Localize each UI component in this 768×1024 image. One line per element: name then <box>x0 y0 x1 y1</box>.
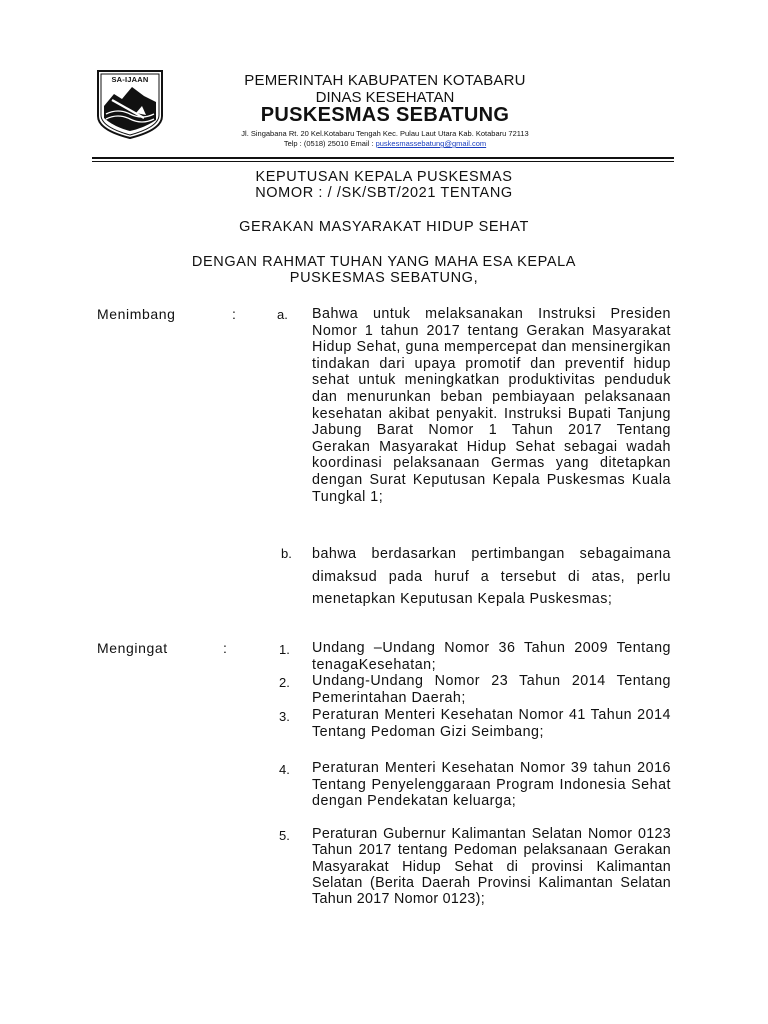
menimbang-item-b: bahwa berdasarkan pertimbangan sebagaimana dimaksud pada huruf a tersebut di atas, perlu menetapkan Keputusan Kepala Puskesmas; <box>312 546 671 608</box>
mengingat-label: Mengingat <box>97 640 168 656</box>
preamble-line-2: PUSKESMAS SEBATUNG, <box>289 270 479 286</box>
menimbang-colon: : <box>232 306 236 322</box>
institution-name: PUSKESMAS SEBATUNG <box>260 104 510 126</box>
address-line: Jl. Singabana Rt. 20 Kel.Kotabaru Tengah Kec. Pulau Laut Utara Kab. Kotabaru 72113 <box>241 129 529 138</box>
mengingat-item-3: Peraturan Menteri Kesehatan Nomor 41 Tahun 2014 Tentang Pedoman Gizi Seimbang; <box>312 707 671 740</box>
decree-subject: GERAKAN MASYARAKAT HIDUP SEHAT <box>239 219 529 235</box>
government-name: PEMERINTAH KABUPATEN KOTABARU <box>244 72 526 89</box>
email-link[interactable]: puskesmassebatung@gmail.com <box>375 139 487 148</box>
mengingat-item-2: Undang-Undang Nomor 23 Tahun 2014 Tentang Pemerintahan Daerah; <box>312 673 671 706</box>
contact-line <box>160 139 610 148</box>
header-divider-thick <box>92 157 674 159</box>
contact-phone: Telp : (0518) 25010 Email : <box>283 139 376 148</box>
mengingat-marker-3: 3. <box>279 709 290 724</box>
preamble-line-1: DENGAN RAHMAT TUHAN YANG MAHA ESA KEPALA <box>191 254 577 270</box>
menimbang-marker-a: a. <box>277 307 288 322</box>
decree-number: NOMOR : / /SK/SBT/2021 TENTANG <box>255 185 513 201</box>
regency-logo <box>92 68 168 140</box>
mengingat-marker-2: 2. <box>279 675 290 690</box>
mengingat-item-1: Undang –Undang Nomor 36 Tahun 2009 Tentang tenagaKesehatan; <box>312 640 671 673</box>
logo-text: SA-IJAAN <box>111 75 149 84</box>
department-name: DINAS KESEHATAN <box>315 89 455 106</box>
mengingat-colon: : <box>223 640 227 656</box>
mengingat-marker-4: 4. <box>279 762 290 777</box>
mengingat-marker-5: 5. <box>279 828 290 843</box>
header-divider-thin <box>92 161 674 162</box>
decree-title: KEPUTUSAN KEPALA PUSKESMAS <box>255 169 513 185</box>
mengingat-marker-1: 1. <box>279 642 290 657</box>
menimbang-item-a: Bahwa untuk melaksanakan Instruksi Presiden Nomor 1 tahun 2017 tentang Gerakan Masyarakat Hidup Sehat, guna mempercepat dan mensinergikan tindakan dari upaya promotif dan preventif hidup sehat untuk meningkatkan produktivitas penduduk dan menurunkan beban pembiayaan pelaksanaan kesehatan akibat penyakit. Instruksi Bupati Tanjung Jabung Barat Nomor 1 Tahun 2017 Tentang Gerakan Masyarakat Hidup Sehat sebagai wadah koordinasi pelaksanaan Germas yang ditetapkan dengan Surat Keputusan Kepala Puskesmas Kuala Tungkal 1; <box>312 306 671 505</box>
menimbang-marker-b: b. <box>281 546 292 561</box>
mengingat-item-4: Peraturan Menteri Kesehatan Nomor 39 tahun 2016 Tentang Penyelenggaraan Program Indonesia Sehat dengan Pendekatan keluarga; <box>312 760 671 810</box>
menimbang-label: Menimbang <box>97 306 176 322</box>
mengingat-item-5: Peraturan Gubernur Kalimantan Selatan Nomor 0123 Tahun 2017 tentang Pedoman pelaksanaan Gerakan Masyarakat Hidup Sehat di provinsi Kalimantan Selatan (Berita Daerah Provinsi Kalimantan Selatan Tahun 2017 Nomor 0123); <box>312 826 671 908</box>
